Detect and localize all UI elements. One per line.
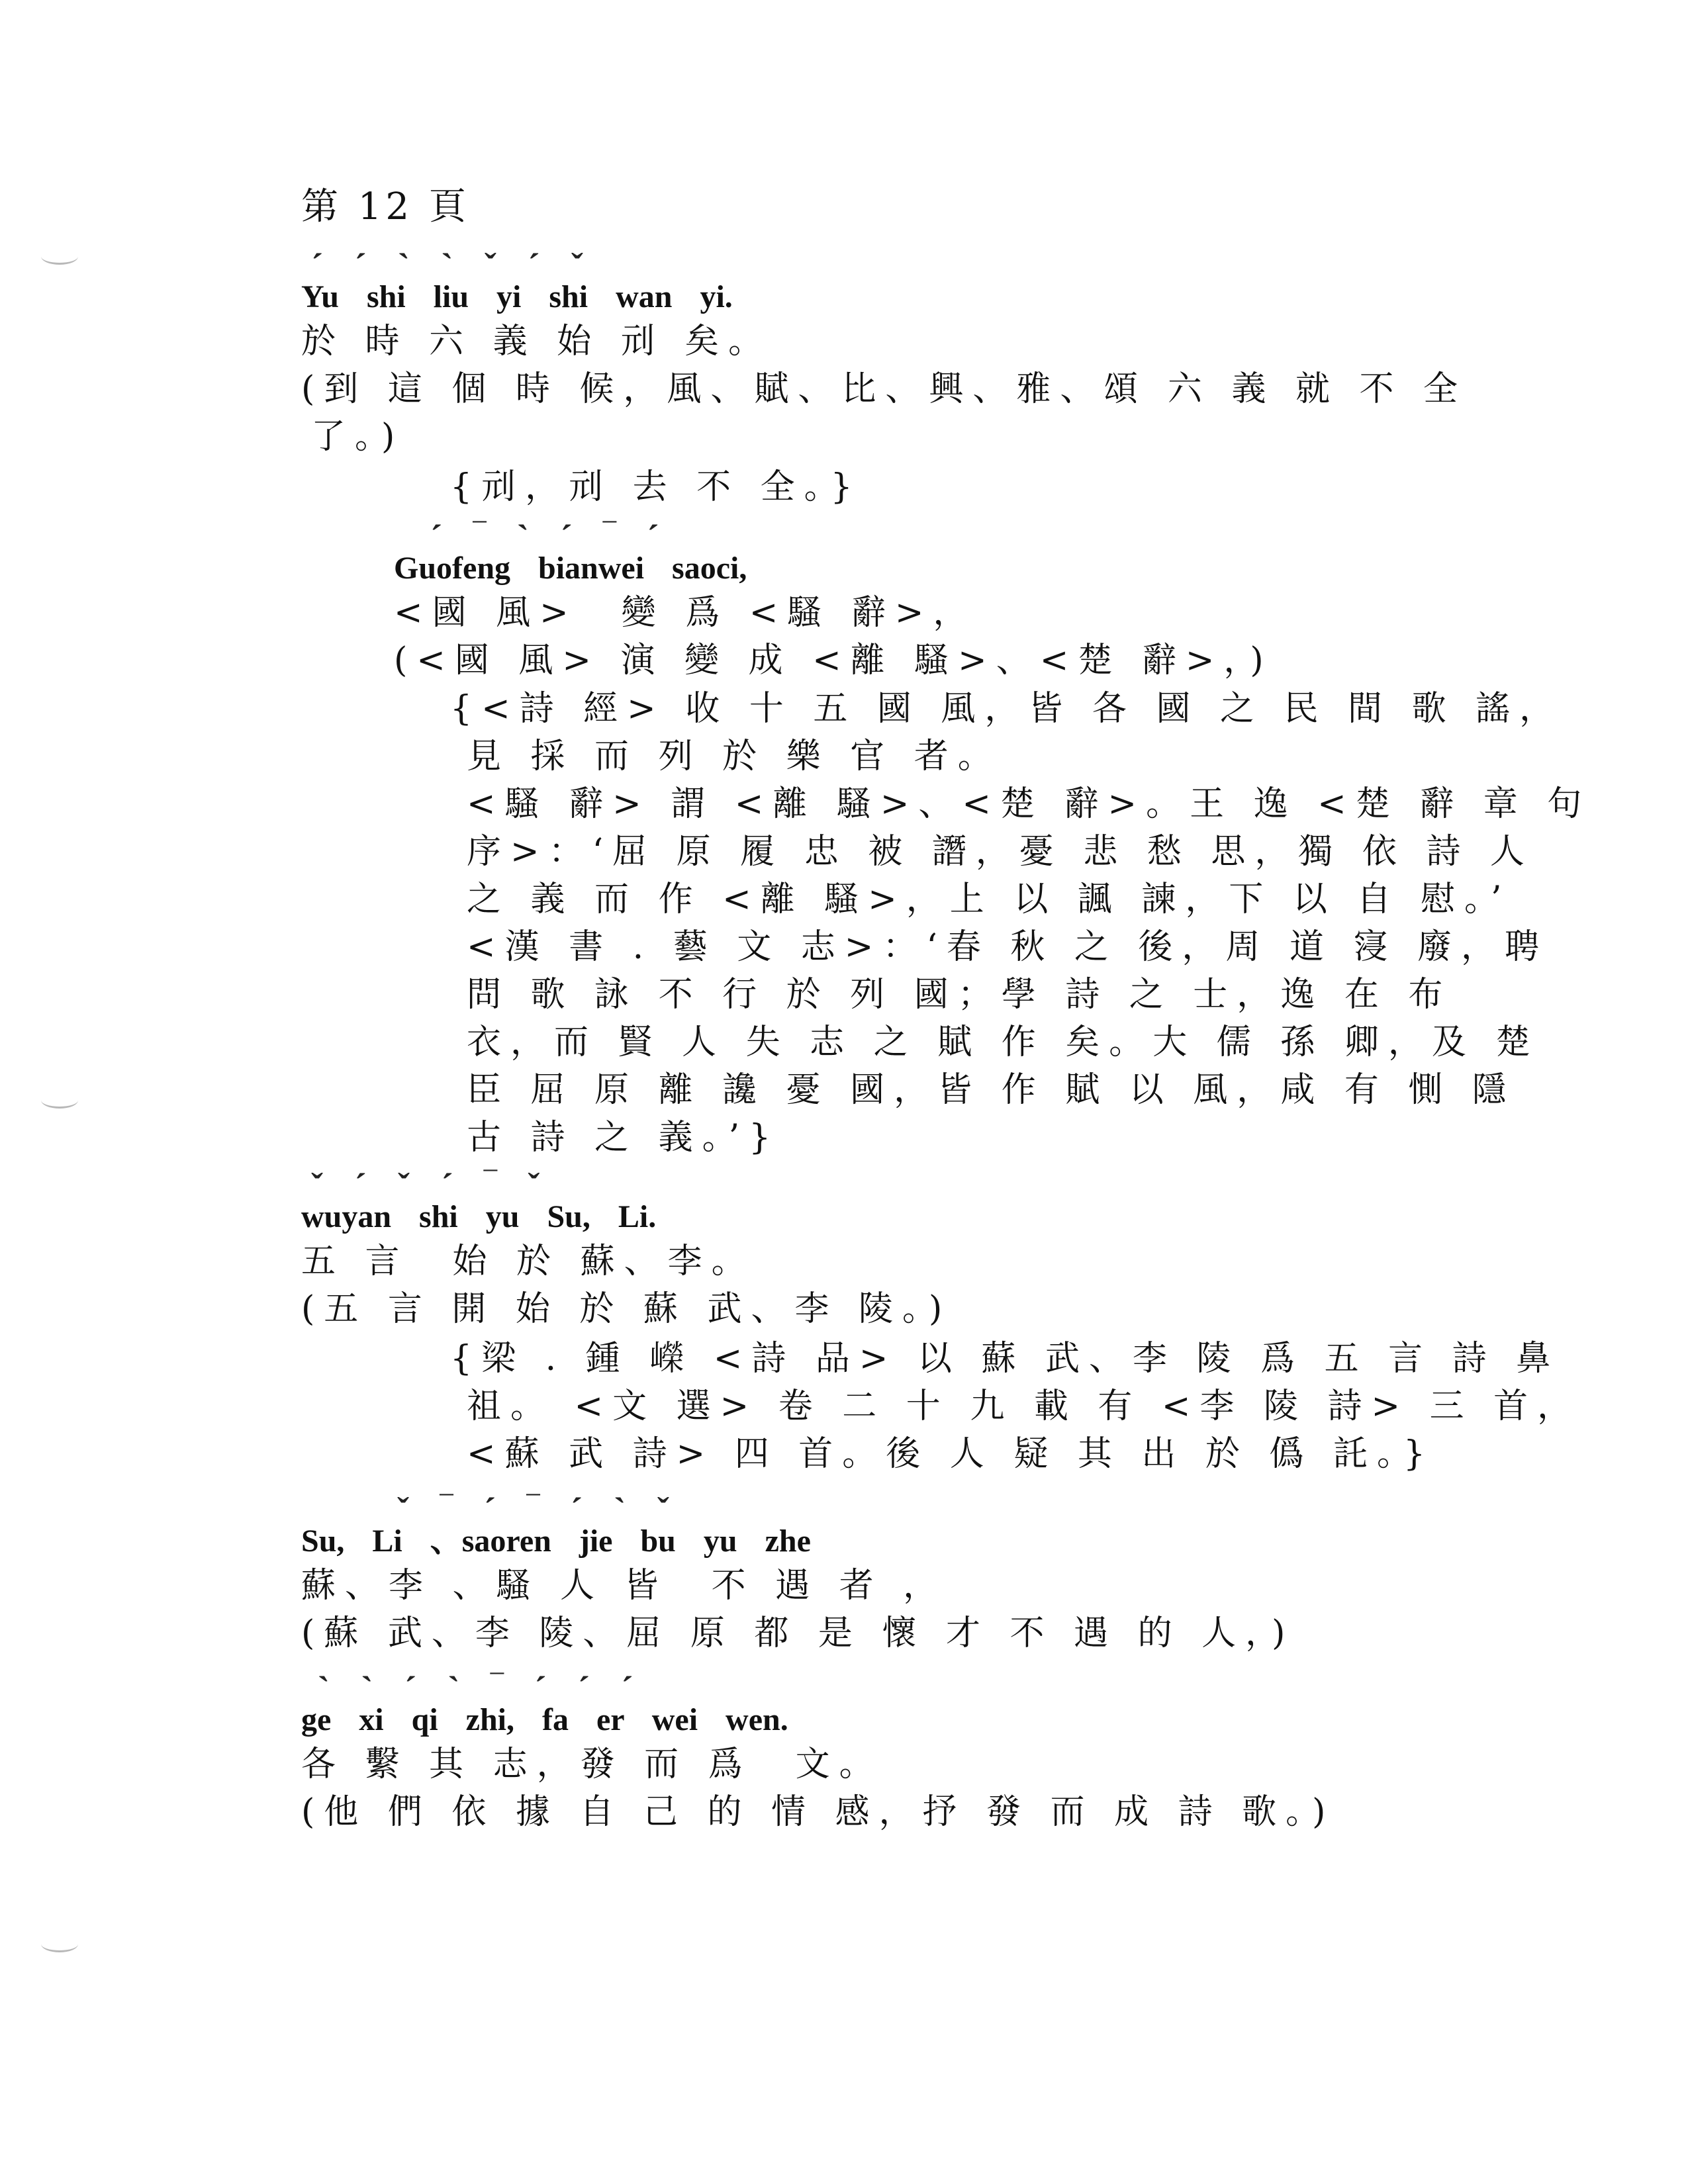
annotation-line: <蘇 武 詩> 四 首。後 人 疑 其 出 於 僞 託。}: [467, 1434, 1435, 1474]
translation-line: (<國 風> 演 變 成 <離 騷>、<楚 辭>，): [394, 641, 1273, 680]
hole-punch-mark-middle: [41, 1092, 78, 1109]
page-header: 第 12 頁: [301, 185, 470, 228]
annotation-line: 衣，而 賢 人 失 志 之 賦 作 矣。大 儒 孫 卿，及 楚: [467, 1023, 1540, 1062]
classical-text-line: 各 繫 其 志，發 而 爲 文。: [301, 1745, 883, 1784]
annotation-line: {刓，刓 去 不 全。}: [450, 467, 862, 507]
annotation-line: 問 歌 詠 不 行 於 列 國；學 詩 之 士，逸 在 布: [467, 975, 1452, 1015]
translation-line: 了。): [311, 417, 404, 457]
classical-text-line: 蘇、李 、騷 人 皆 不 遇 者 ，: [301, 1566, 947, 1606]
translation-line: (他 們 依 據 自 己 的 情 感，抒 發 而 成 詩 歌。): [301, 1792, 1335, 1832]
annotation-line: 之 義 而 作 <離 騷>，上 以 諷 諫，下 以 自 慰。’: [467, 880, 1511, 919]
pinyin-line: wuyan shi yu Su, Li.: [301, 1199, 657, 1234]
annotation-line: 臣 屈 原 離 讒 憂 國，皆 作 賦 以 風，咸 有 惻 隱: [467, 1070, 1516, 1110]
annotation-line: <騷 辭> 謂 <離 騷>、<楚 辭>。王 逸 <楚 辭 章 句: [467, 784, 1591, 824]
hole-punch-mark-top: [41, 248, 78, 265]
tone-marks: ˊ ‾ ˋ ˊ ‾ ˊ: [430, 518, 659, 557]
classical-text-line: 五 言 始 於 蘇、李。: [301, 1242, 755, 1281]
annotation-line: 序>：‘屈 原 履 忠 被 譖，憂 悲 愁 思，獨 依 詩 人: [467, 832, 1534, 872]
annotation-line: {<詩 經> 收 十 五 國 風，皆 各 國 之 民 間 歌 謠，: [450, 689, 1564, 729]
annotation-line: <漢 書 . 藝 文 志>：‘春 秋 之 後，周 道 寖 廢，聘: [467, 927, 1549, 967]
annotation-line: 見 採 而 列 於 樂 官 者。: [467, 737, 1002, 776]
pinyin-line: ge xi qi zhi, fa er wei wen.: [301, 1702, 788, 1737]
tone-marks: ˊ ˊ ˋ ˋ ˇ ˊ ˇ: [311, 246, 583, 286]
tone-marks: ˋ ˋ ˊ ˋ ‾ ˊ ˊ ˊ: [318, 1669, 633, 1709]
translation-line: (到 這 個 時 候，風、賦、比、興、雅、頌 六 義 就 不 全: [301, 369, 1468, 409]
translation-line: (五 言 開 始 於 蘇 武、李 陵。): [301, 1289, 952, 1329]
tone-marks: ˇ ˊ ˇ ˊ ‾ ˇ: [311, 1166, 540, 1206]
classical-text-line: 於 時 六 義 始 刓 矣。: [301, 322, 773, 361]
pinyin-line: Su, Li 、saoren jie bu yu zhe: [301, 1524, 811, 1559]
annotation-line: {梁 . 鍾 嶸 <詩 品> 以 蘇 武、李 陵 爲 五 言 詩 鼻: [450, 1339, 1560, 1379]
pinyin-line: Guofeng bianwei saoci,: [394, 551, 747, 586]
tone-marks: ˇ ‾ ˊ ‾ ˊ ˋ ˇ: [397, 1490, 669, 1530]
hole-punch-mark-bottom: [41, 1936, 78, 1952]
translation-line: (蘇 武、李 陵、屈 原 都 是 懷 才 不 遇 的 人，): [301, 1614, 1295, 1653]
classical-text-line: <國 風> 變 爲 <騷 辭>，: [394, 593, 977, 633]
pinyin-line: Yu shi liu yi shi wan yi.: [301, 279, 733, 314]
annotation-line: 古 詩 之 義。’}: [467, 1118, 780, 1158]
annotation-line: 祖。 <文 選> 卷 二 十 九 載 有 <李 陵 詩> 三 首，: [467, 1387, 1581, 1426]
